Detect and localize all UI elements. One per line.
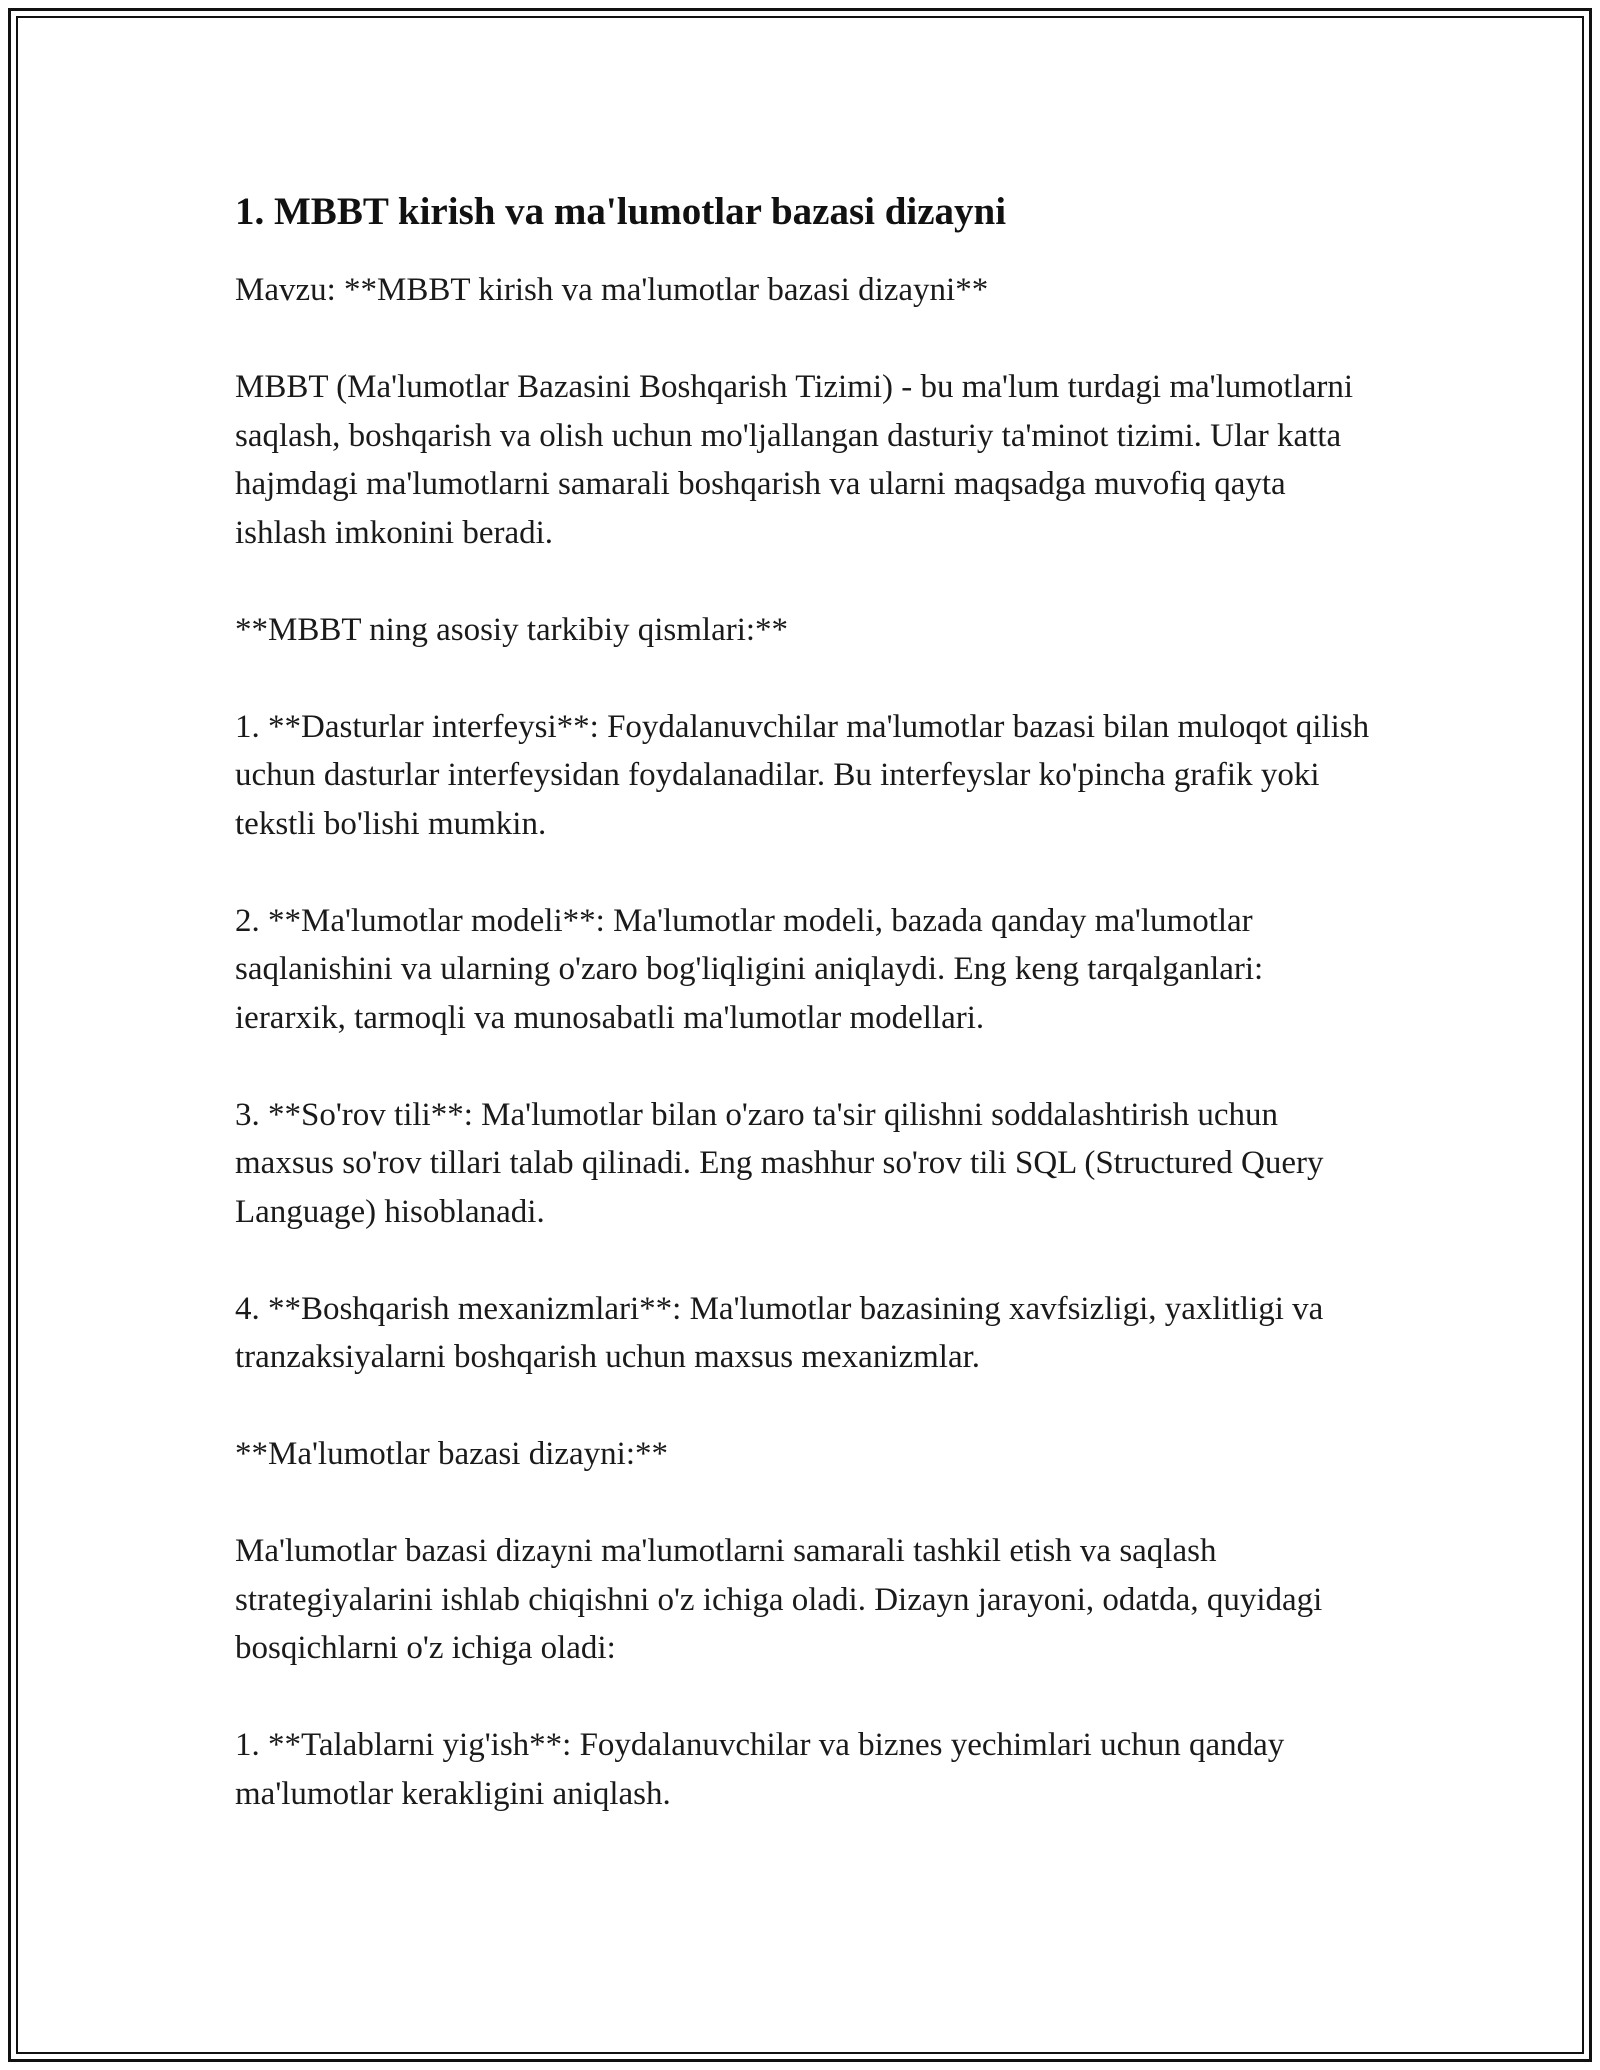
paragraph-component-3: 3. **So'rov tili**: Ma'lumotlar bilan o'zaro ta'sir qilishni soddalashtirish uchun maxsus so'rov tillari talab qilinadi. Eng mashhur so'rov tili SQL (Structured Query Language) hisoblanadi. [235,1096,1332,1230]
paragraph-component-2: 2. **Ma'lumotlar modeli**: Ma'lumotlar modeli, bazada qanday ma'lumotlar saqlanishini va ularning o'zaro bog'liqligini aniqlaydi. Eng keng tarqalganlari: ierarxik, tarmoqli va munosabatli ma'lumotlar modellari. [235,902,1272,1036]
document-body [235,188,1378,1867]
document-title: 1. MBBT kirish va ma'lumotlar bazasi dizayni [235,190,1007,233]
paragraph-design-step-1: 1. **Talablarni yig'ish**: Foydalanuvchilar va biznes yechimlari uchun qanday ma'lumotlar kerakligini aniqlash. [235,1727,1293,1812]
paragraph-design-heading: **Ma'lumotlar bazasi dizayni:** [235,1436,668,1472]
paragraph-component-4: 4. **Boshqarish mexanizmlari**: Ma'lumotlar bazasining xavfsizligi, yaxlitligi va tranzaksiyalarni boshqarish uchun maxsus mexanizmlar. [235,1290,1332,1375]
paragraph-component-1: 1. **Dasturlar interfeysi**: Foydalanuvchilar ma'lumotlar bazasi bilan muloqot qilish uchun dasturlar interfeysidan foydalanadilar. Bu interfeyslar ko'pincha grafik yoki tekstli bo'lishi mumkin. [235,708,1378,842]
paragraph-design-intro: Ma'lumotlar bazasi dizayni ma'lumotlarni samarali tashkil etish va saqlash strategiyalarini ishlab chiqishni o'z ichiga oladi. Dizayn jarayoni, odatda, quyidagi bosqichlarni o'z ichiga oladi: [235,1533,1331,1666]
paragraph-topic: Mavzu: **MBBT kirish va ma'lumotlar bazasi dizayni** [235,272,989,308]
paragraph-components-heading: **MBBT ning asosiy tarkibiy qismlari:** [235,611,789,648]
paragraph-intro: MBBT (Ma'lumotlar Bazasini Boshqarish Tizimi) - bu ma'lum turdagi ma'lumotlarni saqlash, boshqarish va olish uchun mo'ljallangan dasturiy ta'minot tizimi. Ular katta hajmdagi ma'lumotlarni samarali boshqarish va ularni maqsadga muvofiq qayta ishlash imkonini beradi. [235,369,1362,551]
